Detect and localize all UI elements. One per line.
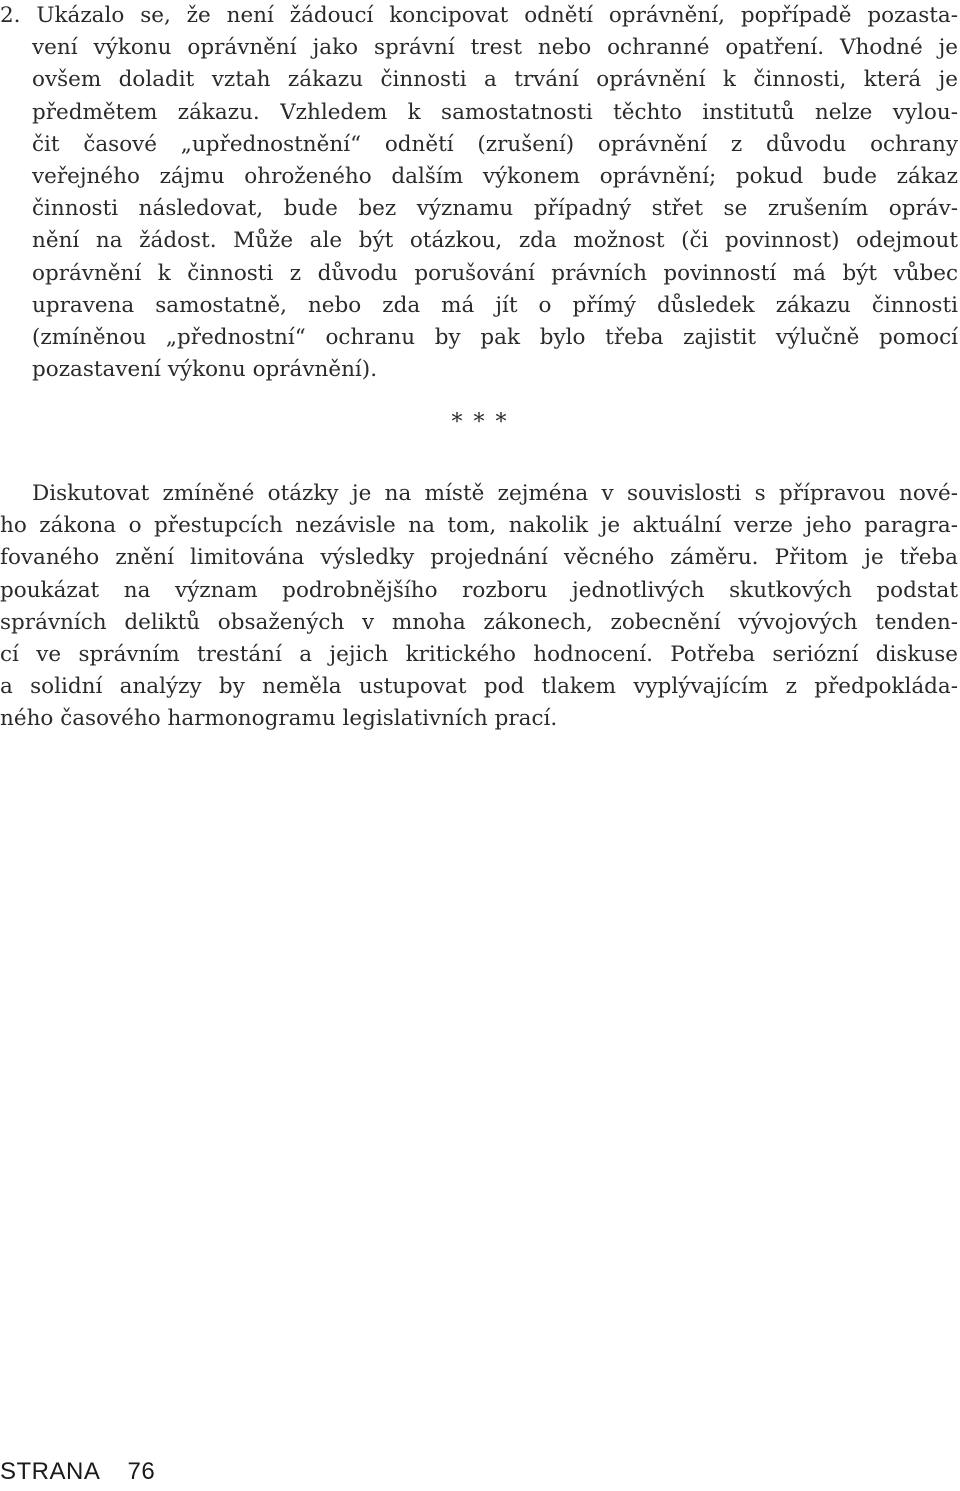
paragraph-line: čit časové „upřednostnění“ odnětí (zrušení) oprávnění z důvodu ochrany	[32, 131, 958, 157]
paragraph-line: Diskutovat zmíněné otázky je na místě zejména v souvislosti s přípravou nové-	[32, 481, 958, 506]
paragraph-line: předmětem zákazu. Vzhledem k samostatnosti těchto institutů nelze vylou-	[32, 99, 958, 125]
paragraph-line: upravena samostatně, nebo zda má jít o přímý důsledek zákazu činnosti	[32, 292, 958, 318]
paragraph-line: oprávnění k činnosti z důvodu porušování právních povinností má být vůbec	[32, 260, 958, 286]
paragraph-line: vení výkonu oprávnění jako správní trest nebo ochranné opatření. Vhodné je	[32, 35, 958, 61]
paragraph-line: správních deliktů obsažených v mnoha zákonech, zobecnění vývojových tenden-	[0, 609, 958, 635]
paragraph-line: veřejného zájmu ohroženého dalším výkonem oprávnění; pokud bude zákaz	[32, 163, 958, 189]
paragraph-line: a solidní analýzy by neměla ustupovat pod tlakem vyplývajícím z předpokláda-	[0, 674, 958, 700]
page-footer	[0, 1458, 155, 1486]
paragraph-line: (zmíněnou „přednostní“ ochranu by pak bylo třeba zajistit výlučně pomocí	[32, 324, 958, 350]
paragraph-line: činnosti následovat, bude bez významu případný střet se zrušením opráv-	[32, 196, 958, 222]
paragraph-line: cí ve správním trestání a jejich kritického hodnocení. Potřeba seriózní diskuse	[0, 641, 958, 667]
footer-label: STRANA	[0, 1458, 101, 1485]
paragraph-line: ho zákona o přestupcích nezávisle na tom, nakolik je aktuální verze jeho paragra-	[0, 513, 958, 539]
paragraph-line: fovaného znění limitována výsledky projednání věcného záměru. Přitom je třeba	[0, 545, 958, 571]
paragraph-line: ného časového harmonogramu legislativních prací.	[0, 706, 558, 732]
paragraph-line: ovšem doladit vztah zákazu činnosti a trvání oprávnění k činnosti, která je	[32, 67, 958, 93]
paragraph-line: 2. Ukázalo se, že není žádoucí koncipovat odnětí oprávnění, popřípadě pozasta-	[0, 3, 958, 28]
paragraph-line: nění na žádost. Může ale být otázkou, zda možnost (či povinnost) odejmout	[32, 228, 958, 254]
section-separator: * * *	[451, 410, 509, 435]
closing-paragraph	[0, 478, 958, 736]
paragraph-line: poukázat na význam podrobnějšího rozboru jednotlivých skutkových podstat	[0, 577, 958, 603]
paragraph-line: pozastavení výkonu oprávnění).	[32, 357, 378, 383]
page-number: 76	[127, 1458, 156, 1485]
numbered-paragraph-2	[0, 0, 958, 386]
